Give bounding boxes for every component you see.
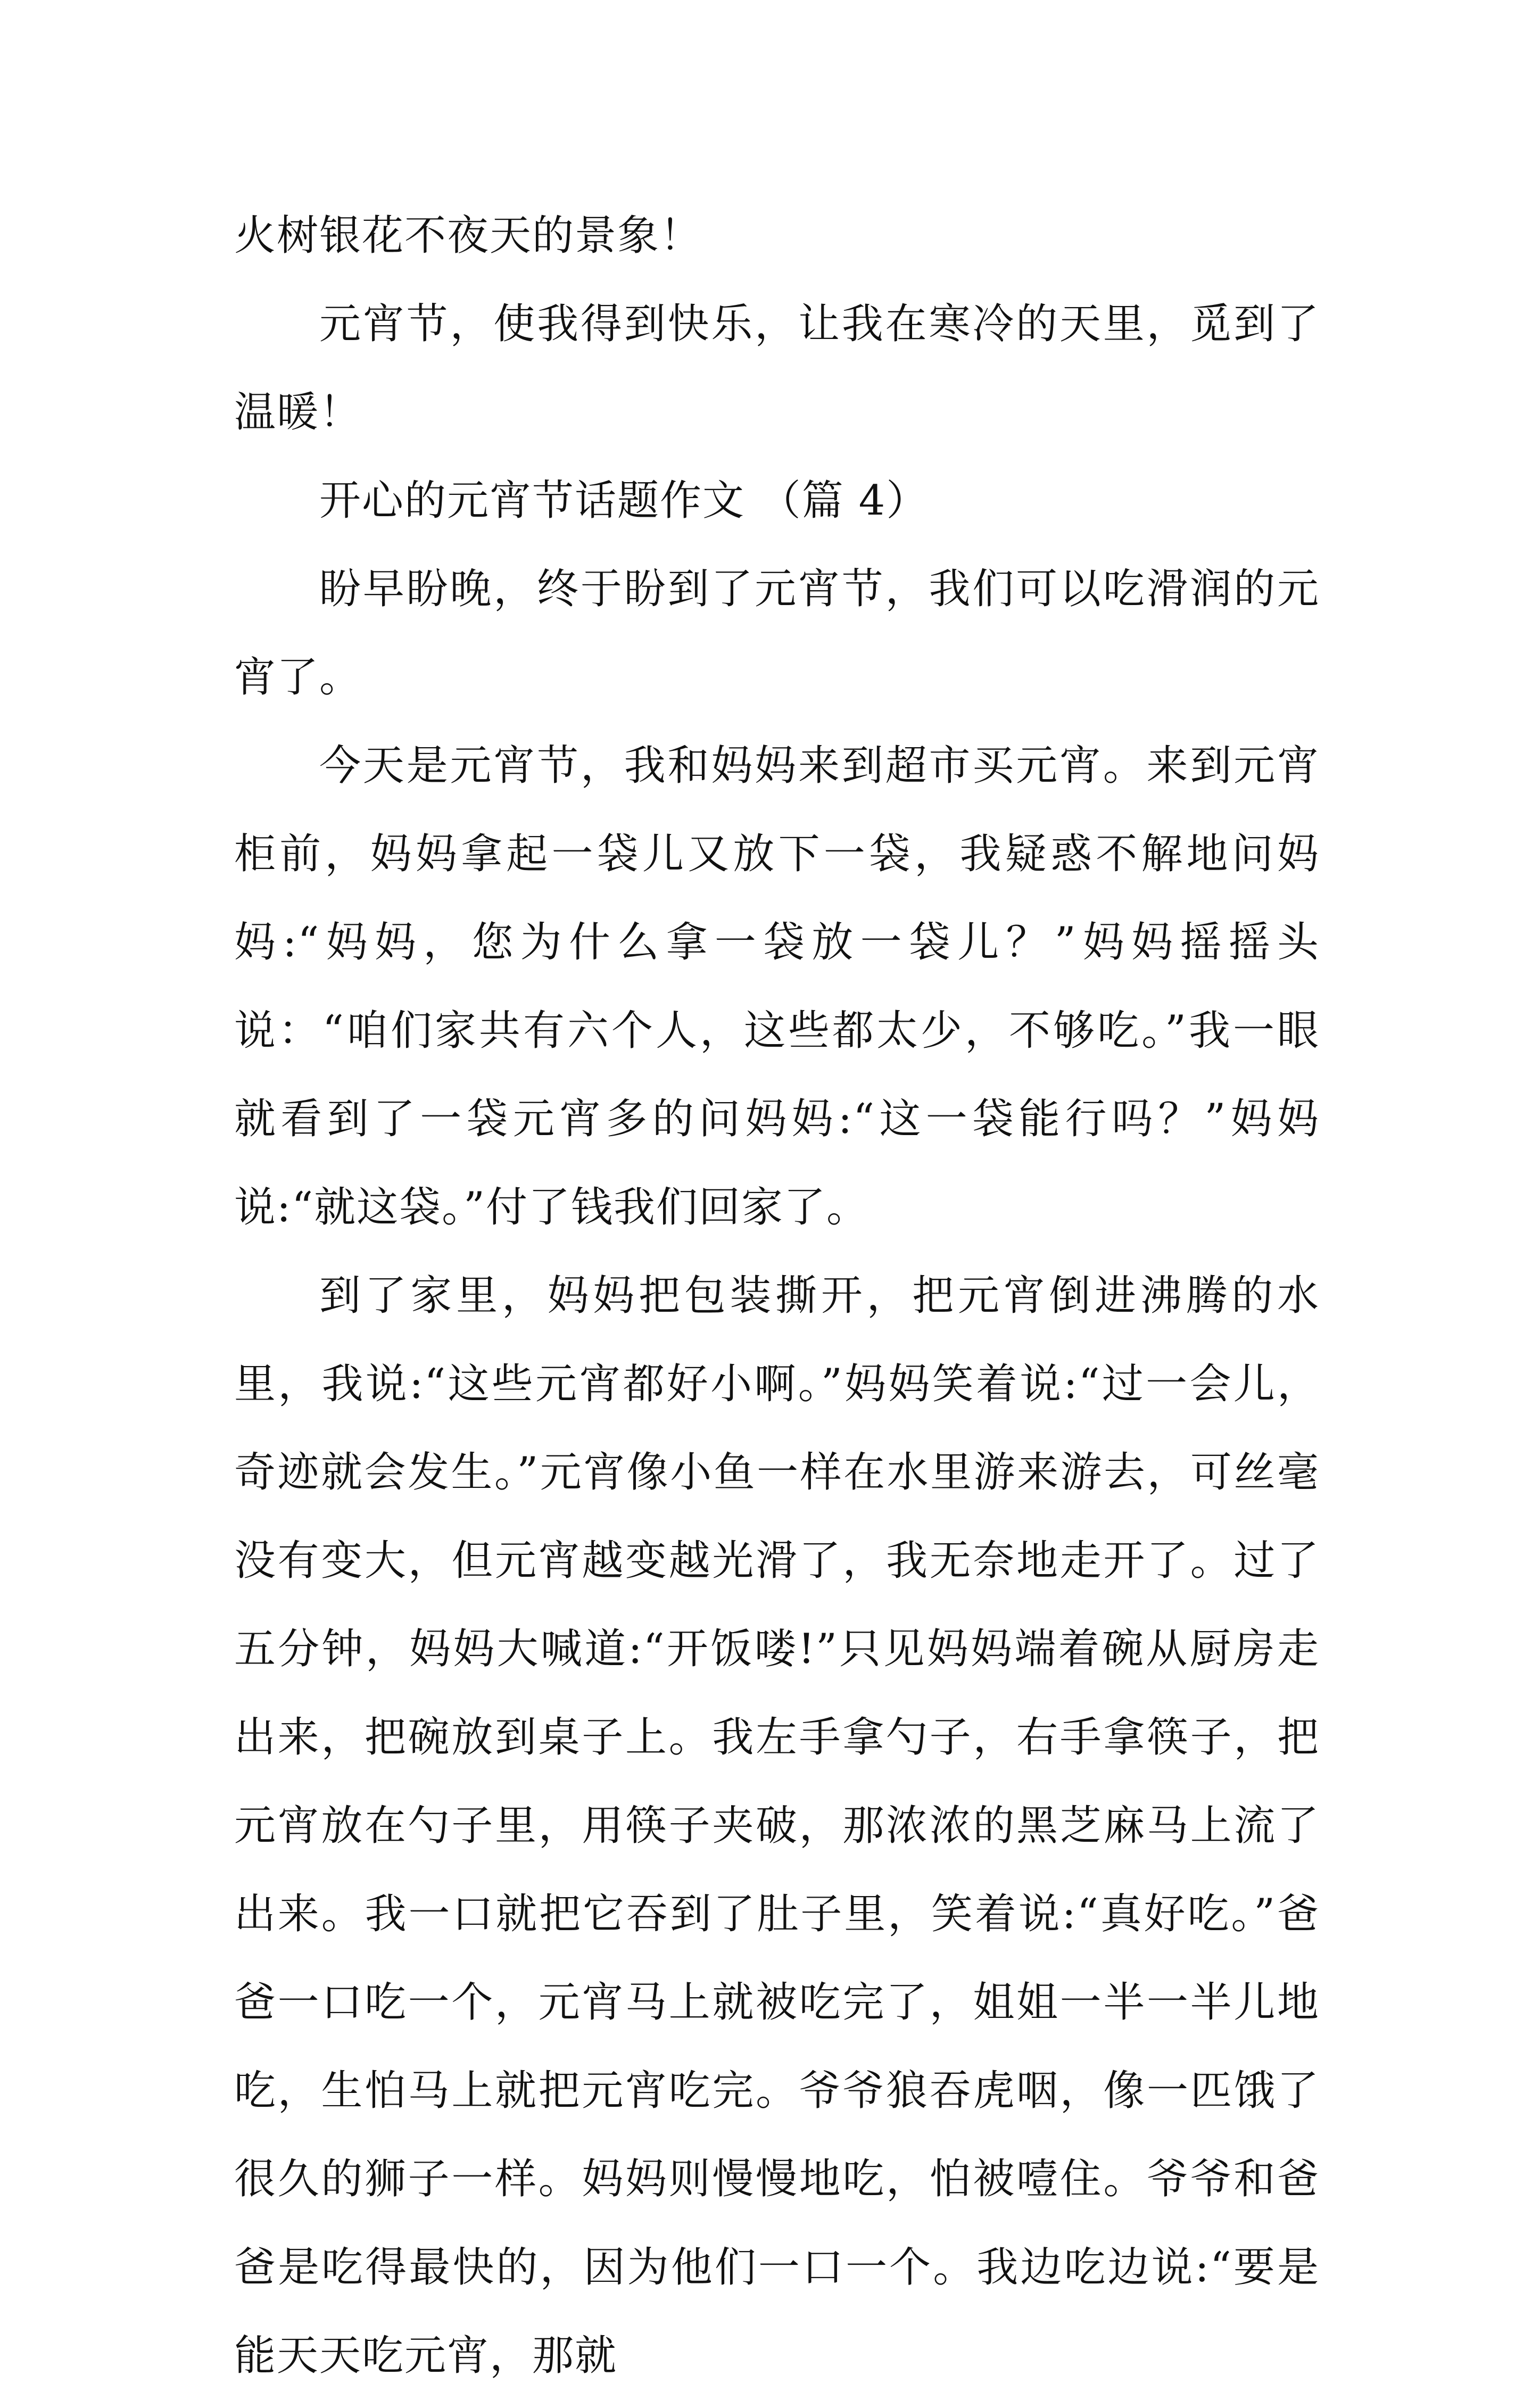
section-heading: 开心的元宵节话题作文 （篇 4） [319, 477, 929, 525]
paragraph: 到了家里，妈妈把包装撕开，把元宵倒进沸腾的水里，我说:“这些元宵都好小啊。”妈妈笑着说:“过一会儿，奇迹就会发生。”元宵像小鱼一样在水里游来游去，可丝毫没有变大，但元宵越变越光滑了，我无奈地走开了。过了五分钟，妈妈大喊道:“开饭喽!”只见妈妈端着碗从厨房走出来，把碗放到桌子上。我左手拿勺子，右手拿筷子，把元宵放在勺子里，用筷子夹破，那浓浓的黑芝麻马上流了出来。我一口就把它吞到了肚子里，笑着说:“真好吃。”爸爸一口吃一个，元宵马上就被吃完了，姐姐一半一半儿地吃，生怕马上就把元宵吃完。爷爷狼吞虎咽，像一匹饿了很久的狮子一样。妈妈则慢慢地吃，怕被噎住。爷爷和爸爸是吃得最快的，因为他们一口一个。我边吃边说:“要是能天天吃元宵，那就 [234, 1272, 1320, 2380]
paragraph: 元宵节，使我得到快乐，让我在寒冷的天里，觅到了温暖！ [234, 300, 1320, 436]
document-body [234, 192, 1320, 2400]
paragraph: 盼早盼晚，终于盼到了元宵节，我们可以吃滑润的元宵了。 [234, 565, 1320, 701]
paragraph-continuation: 火树银花不夜天的景象！ [234, 212, 703, 260]
paragraph: 今天是元宵节，我和妈妈来到超市买元宵。来到元宵柜前，妈妈拿起一袋儿又放下一袋，我疑惑不解地问妈妈:“妈妈，您为什么拿一袋放一袋儿？”妈妈摇摇头说：“咱们家共有六个人，这些都太少，不够吃。”我一眼就看到了一袋元宵多的问妈妈:“这一袋能行吗？”妈妈说:“就这袋。”付了钱我们回家了。 [234, 742, 1320, 1231]
